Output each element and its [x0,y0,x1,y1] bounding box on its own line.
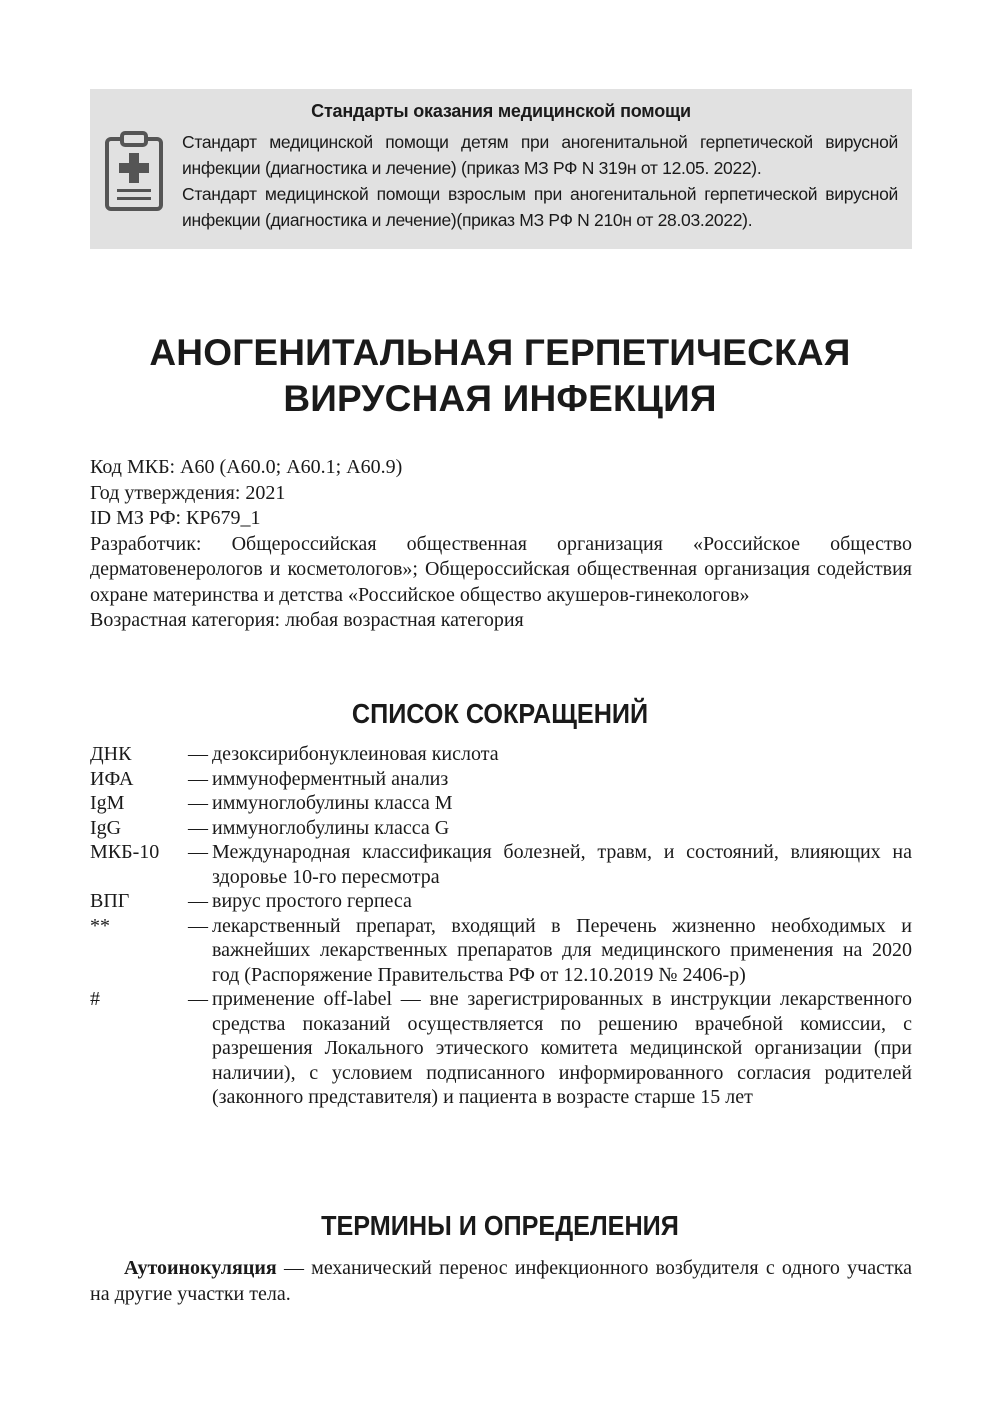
abbreviation-dash: — [188,767,208,790]
abbreviation-row [90,767,912,792]
terms-title: ТЕРМИНЫ И ОПРЕДЕЛЕНИЯ [321,1210,679,1241]
page-title-line-2: ВИРУСНАЯ ИНФЕКЦИЯ [283,378,717,419]
abbreviation-definition: применение off-label — вне зарегистрированных в инструкции лекарственного средства показаний осуществляется по решению врачебной комиссии, с разрешения Локального этического комитета медицинской организации (при наличии), с условием подписанного информированного согласия родителей (законного представителя) и пациента в возрасте старше 15 лет [212,988,912,1108]
icd-code: Код МКБ: А60 (А60.0; А60.1; А60.9) [90,456,403,478]
abbreviation-dash: — [188,743,208,765]
abbreviation-row [90,816,912,841]
standard-adults: Стандарт медицинской помощи взрослым при аногенитальной герпетической вирусной инфекции (диагностика и лечение)(приказ МЗ РФ N 210н от 28.03.2022). [182,184,898,230]
standards-title: Стандарты оказания медицинской помощи [311,101,691,121]
abbreviation-term: МКБ-10 [90,841,160,863]
clipboard-medical-icon [104,131,164,211]
abbreviation-dash: — [188,914,208,937]
abbreviations-title: СПИСОК СОКРАЩЕНИЙ [351,698,649,729]
abbreviation-definition: иммуноглобулины класса М [212,792,453,814]
developer: Разработчик: Общероссийская общественная организация «Российское общество дерматовенерологов и косметологов»; Общероссийская общественная организация содействия охране материнства и детства «Российское общество акушеров-гинекологов» [90,532,912,606]
abbreviation-dash: — [188,890,208,912]
abbreviation-definition: иммуноферментный анализ [212,767,449,790]
abbreviation-row [90,987,912,1110]
guideline-meta [90,455,912,634]
abbreviation-dash: — [188,988,208,1010]
abbreviation-term: IgG [90,816,122,839]
abbreviation-dash: — [188,841,208,863]
page-title [40,330,960,422]
abbreviation-row [90,742,912,767]
abbreviation-row [90,914,912,988]
standards-text [182,129,898,233]
moh-id: ID МЗ РФ: КР679_1 [90,507,261,529]
page-title-line-1: АНОГЕНИТАЛЬНАЯ ГЕРПЕТИЧЕСКАЯ [149,332,851,373]
abbreviation-definition: Международная классификация болезней, травм, и состояний, влияющих на здоровье 10-го пересмотра [212,841,912,888]
abbreviations-list [90,742,912,1110]
abbreviation-row [90,889,912,914]
age-category: Возрастная категория: любая возрастная категория [90,609,524,631]
abbreviation-row [90,791,912,816]
abbreviation-term: ВПГ [90,890,130,912]
standard-children: Стандарт медицинской помощи детям при аногенитальной герпетической вирусной инфекции (диагностика и лечение) (приказ МЗ РФ N 319н от 12.05. 2022). [182,132,898,178]
abbreviation-definition: вирус простого герпеса [212,890,412,912]
abbreviation-row [90,840,912,889]
approval-year: Год утверждения: 2021 [90,481,286,504]
term-entry [90,1256,912,1307]
term-name: Аутоинокуляция [124,1257,277,1279]
abbreviation-definition: лекарственный препарат, входящий в Перечень жизненно необходимых и важнейших лекарственных препаратов для медицинского применения на 2020 год (Распоряжение Правительства РФ от 12.10.2019 № 2406-р) [212,914,912,986]
abbreviation-definition: дезоксирибонуклеиновая кислота [212,743,499,765]
abbreviation-definition: иммуноглобулины класса G [212,816,450,839]
abbreviation-term: # [90,988,100,1010]
abbreviation-term: ** [90,914,110,937]
abbreviation-term: IgM [90,792,125,814]
term-definition: — механический перенос инфекционного возбудителя с одного участка на другие участки тела. [90,1257,912,1305]
abbreviation-dash: — [188,792,208,814]
abbreviation-term: ИФА [90,767,134,790]
standards-box [90,89,912,249]
abbreviation-term: ДНК [90,743,132,765]
abbreviation-dash: — [188,816,208,839]
